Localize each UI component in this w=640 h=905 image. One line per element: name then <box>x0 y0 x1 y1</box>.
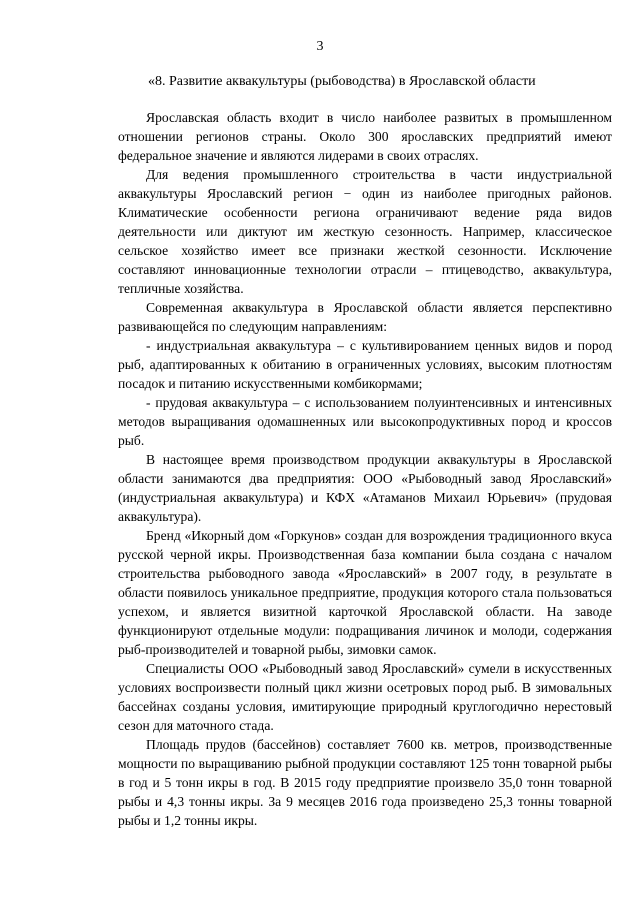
page-number: 3 <box>316 39 324 54</box>
paragraph: Площадь прудов (бассейнов) составляет 7600 кв. метров, производственные мощности по выращиванию рыбной продукции составляют 125 тонн товарной рыбы в год и 5 тонн икры в год. В 2015 году предприятие произвело 35,0 тонн товарной рыбы и 4,3 тонны икры. За 9 месяцев 2016 года произведено 25,3 тонны товарной рыбы и 1,2 тонны икры. <box>118 737 612 828</box>
paragraph: Бренд «Икорный дом «Горкунов» создан для возрождения традиционного вкуса русской черной икры. Производственная база компании была создана с началом строительства рыбоводного завода «Ярославский» в 2007 году, в результате в области появилось уникальное предприятие, продукция которого стала пользоваться успехом, и является визитной карточкой Ярославской области. На заводе функционируют отдельные модули: подращивания личинок и молоди, содержания рыб-производителей и товарной рыбы, зимовки самок. <box>118 528 612 657</box>
section-heading: «8. Развитие аквакультуры (рыбоводства) в Ярославской области <box>148 74 536 89</box>
paragraph: Ярославская область входит в число наиболее развитых в промышленном отношении регионов страны. Около 300 ярославских предприятий имеют федеральное значение и являются лидерами в своих отраслях. <box>118 110 612 163</box>
list-item: - прудовая аквакультура – с использованием полуинтенсивных и интенсивных методов выращивания одомашненных или высокопродуктивных пород и кроссов рыб. <box>118 395 612 448</box>
paragraph: Современная аквакультура в Ярославской области является перспективно развивающейся по следующим направлениям: <box>118 300 612 334</box>
paragraph: В настоящее время производством продукции аквакультуры в Ярославской области занимаются два предприятия: ООО «Рыбоводный завод Ярославский» (индустриальная аквакультура) и КФХ «Атаманов Михаил Юрьевич» (прудовая аквакультура). <box>118 452 612 524</box>
body-text <box>118 108 612 830</box>
paragraph: Специалисты ООО «Рыбоводный завод Ярославский» сумели в искусственных условиях воспроизвести полный цикл жизни осетровых пород рыб. В зимовальных бассейнах созданы условия, имитирующие природный круглогодично нерестовый сезон для маточного стада. <box>118 661 612 733</box>
list-item: - индустриальная аквакультура – с культивированием ценных видов и пород рыб, адаптированных к обитанию в ограниченных условиях, высоким плотностям посадок и питанию искусственными комбикормами; <box>118 338 612 391</box>
paragraph: Для ведения промышленного строительства в части индустриальной аквакультуры Ярославский регион − один из наиболее пригодных районов. Климатические особенности региона ограничивают ведение ряда видов деятельности или диктуют им жесткую сезонность. Например, классическое сельское хозяйство имеет все признаки жесткой сезонности. Исключение составляют инновационные технологии отрасли – птицеводство, аквакультура, тепличные хозяйства. <box>118 167 612 296</box>
